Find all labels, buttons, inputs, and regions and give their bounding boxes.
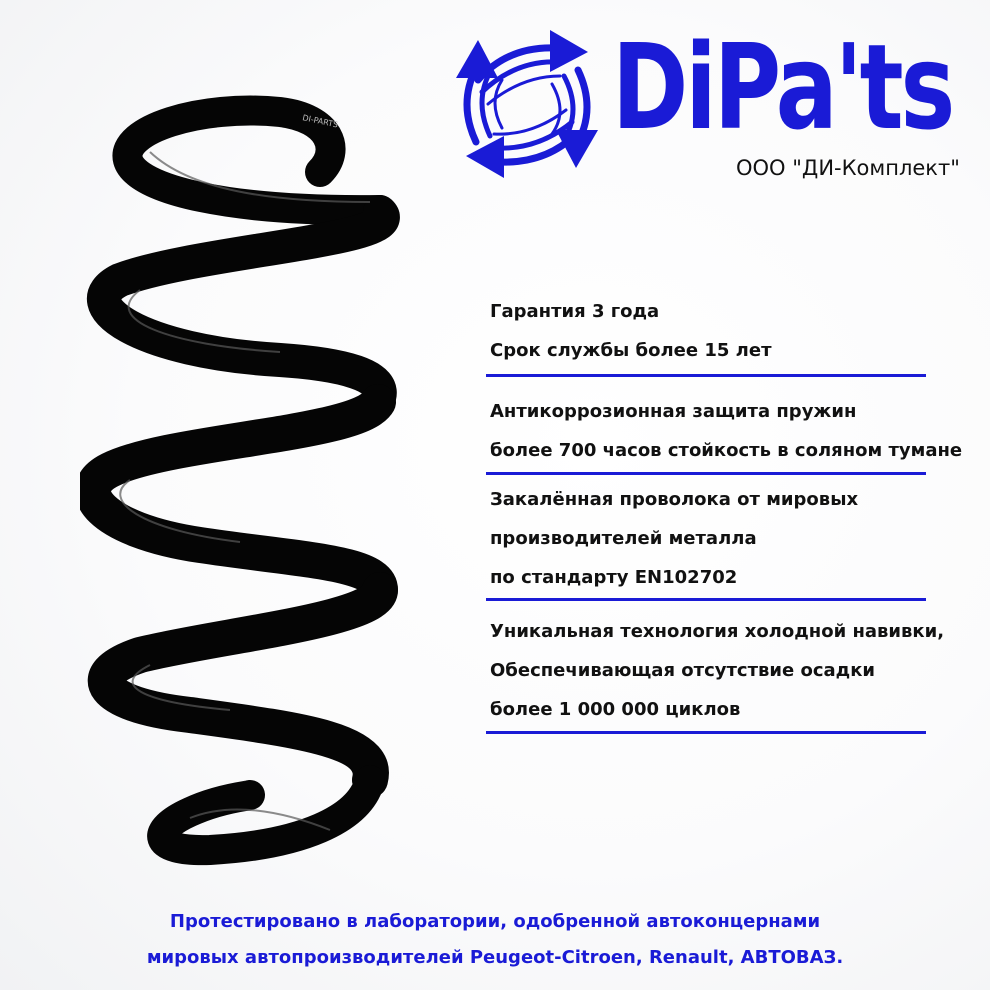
divider	[486, 472, 926, 475]
spring-marking: DI-PARTS	[301, 113, 339, 130]
footer-line-1: Протестировано в лаборатории, одобренной автоконцернами	[169, 911, 821, 932]
feature-line: производителей металла	[490, 528, 757, 549]
brand-logo-text: DiPa'ts	[612, 18, 953, 156]
divider	[486, 374, 926, 377]
feature-warranty	[490, 292, 950, 370]
footer-line-2: мировых автопроизводителей Peugeot-Citroen, Renault, АВТОВАЗ.	[146, 947, 844, 968]
feature-line: Срок службы более 15 лет	[490, 340, 772, 361]
divider	[486, 731, 926, 734]
feature-line: Уникальная технология холодной навивки,	[490, 621, 945, 642]
divider	[486, 598, 926, 601]
feature-technology	[490, 612, 950, 729]
feature-line: Антикоррозионная защита пружин	[490, 401, 857, 422]
arrows-cycle-icon	[438, 18, 618, 190]
feature-line: Закалённая проволока от мировых	[490, 489, 859, 510]
feature-line: более 1 000 000 циклов	[490, 699, 741, 720]
feature-line: по стандарту EN102702	[490, 567, 738, 588]
coil-spring-image	[80, 90, 420, 880]
footer-text	[0, 904, 990, 976]
company-name: ООО "ДИ-Комплект"	[736, 156, 960, 180]
feature-line: более 700 часов стойкость в соляном тумане	[490, 440, 963, 461]
feature-wire	[490, 480, 950, 597]
feature-line: Обеспечивающая отсутствие осадки	[490, 660, 876, 681]
feature-line: Гарантия 3 года	[490, 301, 660, 322]
feature-corrosion	[490, 392, 963, 470]
